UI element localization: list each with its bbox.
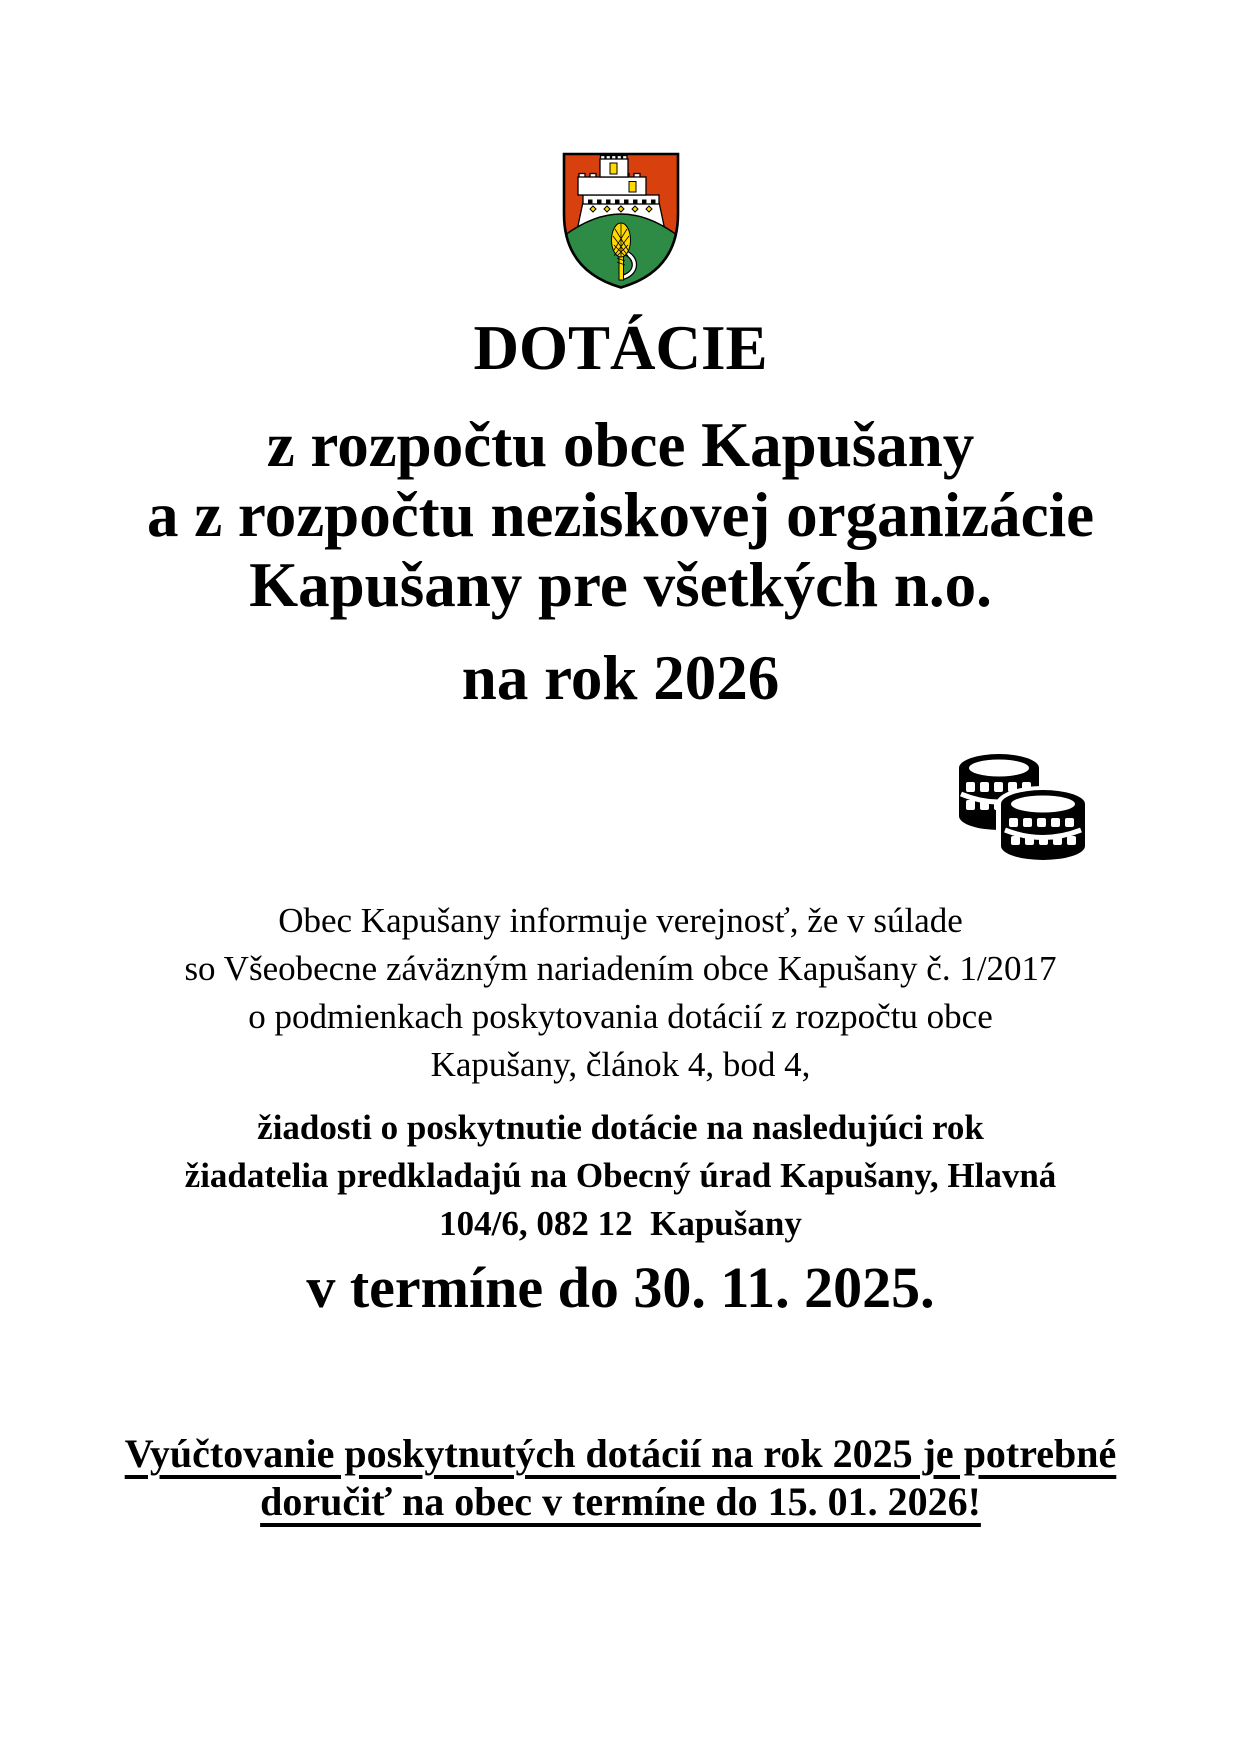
subtitle-line-2: a z rozpočtu neziskovej organizácie — [146, 480, 1095, 550]
intro-paragraph — [0, 897, 1241, 1089]
poster-subtitle — [0, 410, 1241, 620]
intro-line-2: so Všeobecne záväzným nariadením obce Kapušany č. 1/2017 — [184, 949, 1057, 988]
tower-window — [610, 163, 617, 174]
subtitle-line-3: Kapušany pre všetkých n.o. — [249, 550, 992, 620]
municipal-coat-of-arms — [560, 150, 682, 292]
subtitle-line-1: z rozpočtu obce Kapušany — [266, 410, 975, 480]
intro-line-4: Kapušany, článok 4, bod 4, — [430, 1045, 811, 1084]
coin-stack-front — [996, 786, 1087, 863]
coat-of-arms-icon — [560, 150, 682, 292]
settlement-line-2: doručiť na obec v termíne do 15. 01. 2026! — [260, 1479, 981, 1524]
submission-line-2: žiadatelia predkladajú na Obecný úrad Kapušany, Hlavná — [184, 1156, 1057, 1195]
poster-title: DOTÁCIE — [473, 313, 768, 383]
submission-paragraph — [0, 1104, 1241, 1248]
settlement-line-1: Vyúčtovanie poskytnutých dotácií na rok 2025 je potrebné — [124, 1431, 1117, 1476]
intro-line-3: o podmienkach poskytovania dotácií z rozpočtu obce — [248, 997, 993, 1036]
coins-icon — [953, 746, 1087, 864]
settlement-notice — [0, 1430, 1241, 1526]
deadline-line: v termíne do 30. 11. 2025. — [306, 1255, 935, 1320]
coins-icon-svg — [953, 746, 1087, 864]
intro-line-1: Obec Kapušany informuje verejnosť, že v súlade — [278, 901, 963, 940]
submission-line-3: 104/6, 082 12 Kapušany — [439, 1204, 802, 1243]
wall-window — [629, 182, 636, 193]
year-line: na rok 2026 — [461, 643, 780, 713]
submission-line-1: žiadosti o poskytnutie dotácie na nasledujúci rok — [257, 1108, 984, 1147]
